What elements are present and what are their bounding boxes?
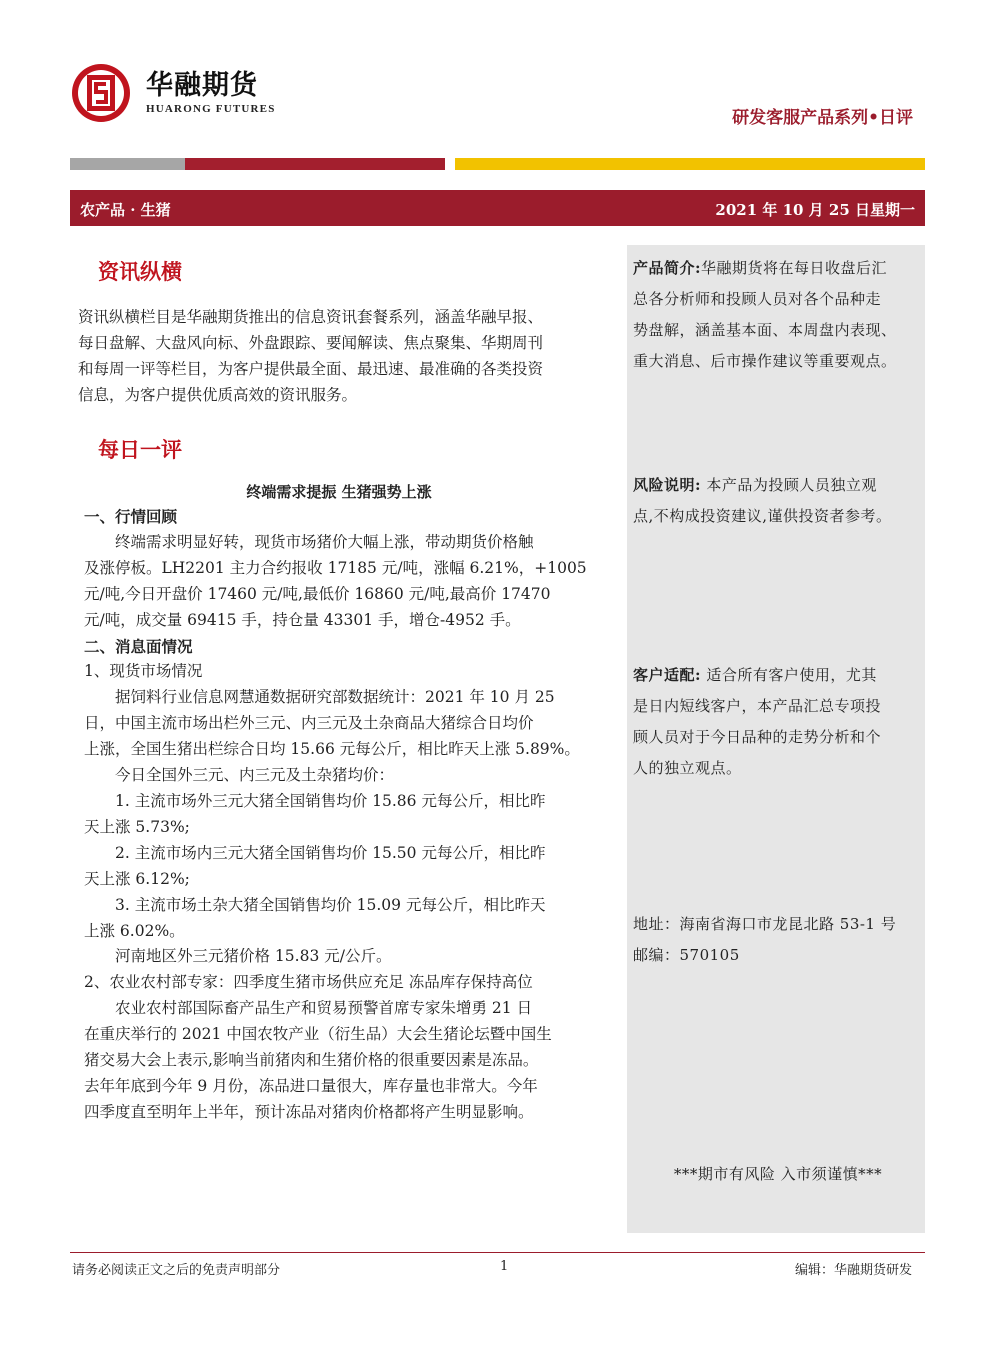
- article-line: 及涨停板。LH2201 主力合约报收 17185 元/吨，涨幅 6.21%，+1005: [84, 558, 587, 577]
- article-line: 在重庆举行的 2021 中国农牧产业（衍生品）大会生猪论坛暨中国生: [84, 1025, 552, 1044]
- intro-line: 总各分析师和投顾人员对各个品种走: [633, 290, 882, 308]
- article-line: 元/吨，成交量 69415 手，持仓量 43301 手，增仓-4952 手。: [84, 610, 521, 629]
- paragraph-line: 每日盘解、大盘风向标、外盘跟踪、要闻解读、焦点聚集、华期周刊: [78, 334, 544, 352]
- article-line: 元/吨,今日开盘价 17460 元/吨,最低价 16860 元/吨,最高价 17470: [84, 584, 551, 603]
- footer-divider: [70, 1252, 925, 1253]
- disclaimer-note: 请务必阅读正文之后的免责声明部分: [72, 1263, 281, 1278]
- article-line: 猪交易大会上表示,影响当前猪肉和生猪价格的很重要因素是冻品。: [84, 1051, 539, 1070]
- brand-name-en: HUARONG FUTURES: [146, 103, 276, 115]
- section-title-news: 资讯纵横: [98, 259, 182, 284]
- article-line: 上涨 6.02%。: [84, 921, 185, 940]
- page-number: 1: [500, 1259, 509, 1274]
- intro-line: 重大消息、后市操作建议等重要观点。: [633, 352, 897, 370]
- address: 地址：海南省海口市龙昆北路 53-1 号: [633, 915, 897, 933]
- article-line: 1. 主流市场外三元大猪全国销售均价 15.86 元每公斤，相比昨: [84, 791, 546, 810]
- subheading: 一、行情回顾: [84, 507, 178, 526]
- article-line: 四季度直至明年上半年，预计冻品对猪肉价格都将产生明显影响。: [84, 1102, 534, 1121]
- divider-gray: [70, 158, 185, 170]
- postcode: 邮编：570105: [633, 946, 740, 964]
- article-title: 终端需求提振 生猪强势上涨: [246, 483, 432, 501]
- client-line: 是日内短线客户，本产品汇总专项投: [633, 697, 882, 715]
- client-line: 适合所有客户使用，尤其: [701, 666, 877, 684]
- client-line: 人的独立观点。: [633, 759, 742, 777]
- divider-yellow: [455, 158, 925, 170]
- paragraph-line: 信息，为客户提供优质高效的资讯服务。: [78, 386, 358, 404]
- risk-warning: ***期市有风险 入市须谨慎***: [673, 1165, 883, 1183]
- paragraph-line: 和每周一评等栏目，为客户提供最全面、最迅速、最准确的各类投资: [78, 360, 544, 378]
- client-line: 顾人员对于今日品种的走势分析和个: [633, 728, 882, 746]
- product-intro: [633, 253, 923, 377]
- category-band: [70, 190, 925, 226]
- article-line: 天上涨 5.73%;: [84, 817, 190, 836]
- brand-name-cn: 华融期货: [146, 70, 258, 101]
- risk-line: 点,不构成投资建议,谨供投资者参考。: [633, 507, 892, 525]
- intro-line: 势盘解，涵盖基本面、本周盘内表现、: [633, 321, 897, 339]
- divider-red: [185, 158, 445, 170]
- article-line: 1、现货市场情况: [84, 662, 203, 681]
- article-line: 2. 主流市场内三元大猪全国销售均价 15.50 元每公斤，相比昨: [84, 843, 546, 862]
- article-line: 上涨，全国生猪出栏综合日均 15.66 元每公斤，相比昨天上涨 5.89%。: [84, 740, 580, 759]
- article-line: 终端需求明显好转，现货市场猪价大幅上涨，带动期货价格触: [84, 532, 534, 551]
- article-line: 今日全国外三元、内三元及土杂猪均价：: [84, 766, 395, 785]
- category-label: 农产品 · 生猪: [80, 201, 171, 219]
- article-line: 去年年底到今年 9 月份，冻品进口量很大，库存量也非常大。今年: [84, 1076, 538, 1095]
- huarong-logo-icon: [70, 62, 132, 124]
- news-intro-paragraph: [78, 304, 608, 408]
- article-line: 日，中国主流市场出栏外三元、内三元及土杂商品大猪综合日均价: [84, 714, 534, 733]
- client-label: 客户适配:: [633, 666, 702, 684]
- intro-line: 华融期货将在每日收盘后汇: [701, 259, 888, 277]
- intro-label: 产品简介:: [633, 259, 702, 277]
- article-body: [84, 504, 614, 1126]
- risk-line: 本产品为投顾人员独立观: [701, 476, 877, 494]
- sidebar-panel: [627, 245, 925, 1233]
- article-line: 农业农村部国际畜产品生产和贸易预警首席专家朱增勇 21 日: [84, 999, 533, 1018]
- report-date: 2021 年 10 月 25 日星期一: [715, 201, 915, 219]
- article-line: 3. 主流市场土杂大猪全国销售均价 15.09 元每公斤，相比昨天: [84, 895, 546, 914]
- article-line: 2、农业农村部专家：四季度生猪市场供应充足 冻品库存保持高位: [84, 973, 533, 992]
- risk-label: 风险说明:: [633, 476, 702, 494]
- client-fit: [633, 660, 923, 784]
- risk-statement: [633, 470, 923, 532]
- subheading: 二、消息面情况: [84, 636, 193, 656]
- contact-info: [633, 909, 923, 971]
- article-line: 河南地区外三元猪价格 15.83 元/公斤。: [84, 947, 392, 966]
- report-series: 研发客服产品系列•日评: [732, 108, 913, 128]
- article-line: 天上涨 6.12%;: [84, 869, 190, 888]
- section-title-daily: 每日一评: [98, 437, 182, 462]
- paragraph-line: 资讯纵横栏目是华融期货推出的信息资讯套餐系列，涵盖华融早报、: [78, 308, 544, 326]
- editor-credit: 编辑：华融期货研发: [794, 1263, 912, 1278]
- article-line: 据饲料行业信息网慧通数据研究部数据统计：2021 年 10 月 25: [84, 688, 555, 707]
